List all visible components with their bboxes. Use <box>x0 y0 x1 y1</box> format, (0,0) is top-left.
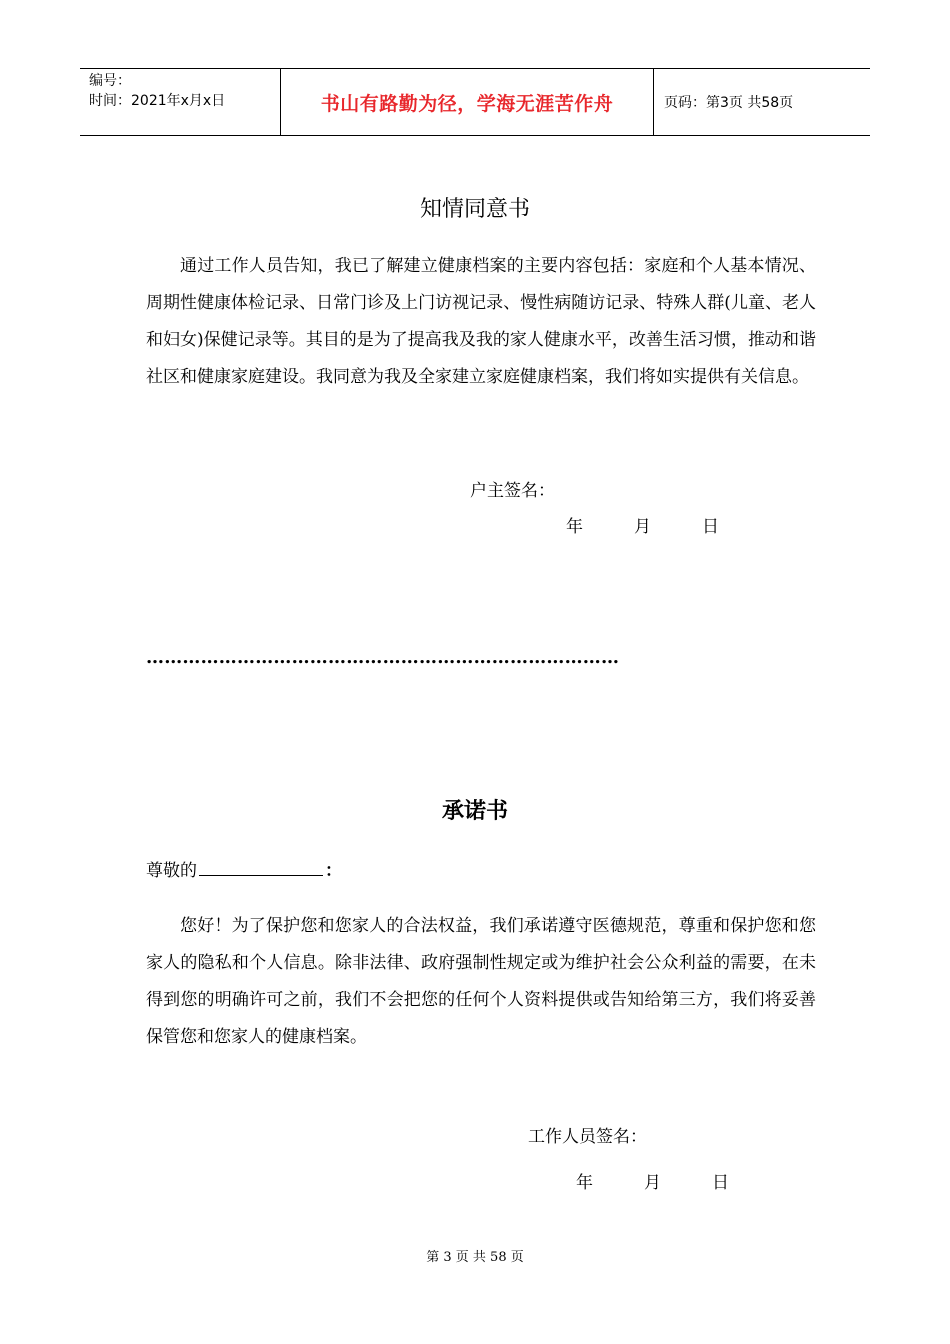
consent-date-month: 月 <box>634 517 651 537</box>
salutation-prefix: 尊敬的 <box>146 861 197 881</box>
consent-date-day: 日 <box>702 517 719 537</box>
consent-body <box>146 248 816 396</box>
header-meta <box>80 69 281 135</box>
document-header <box>80 68 870 136</box>
pledge-salutation <box>146 856 342 881</box>
staff-signature-label: 工作人员签名： <box>528 1127 647 1147</box>
pledge-body <box>146 908 816 1056</box>
pledge-date-year: 年 <box>576 1173 593 1193</box>
pledge-date-month: 月 <box>644 1173 661 1193</box>
header-time-label: 时间：2021年x月x日 <box>89 93 226 109</box>
householder-signature-label: 户主签名： <box>470 481 555 501</box>
pledge-paragraph: 您好！为了保护您和您家人的合法权益，我们承诺遵守医德规范，尊重和保护您和您家人的隐私和个人信息。除非法律、政府强制性规定或为维护社会公众利益的需要，在未得到您的明确许可之前，我们不会把您的任何个人资料提供或告知给第三方，我们将妥善保管您和您家人的健康档案。 <box>146 916 816 1047</box>
header-number-label: 编号： <box>89 73 131 89</box>
consent-date-line <box>566 512 719 537</box>
consent-paragraph: 通过工作人员告知，我已了解建立健康档案的主要内容包括：家庭和个人基本情况、周期性健康体检记录、日常门诊及上门访视记录、慢性病随访记录、特殊人群(儿童、老人和妇女)保健记录等。其目的是为了提高我及我的家人健康水平，改善生活习惯，推动和谐社区和健康家庭建设。我同意为我及全家建立家庭健康档案，我们将如实提供有关信息。 <box>146 256 816 387</box>
recipient-name-blank[interactable] <box>199 859 323 876</box>
pledge-date-line <box>576 1168 729 1193</box>
page-footer: 第 3 页 共 58 页 <box>426 1250 524 1265</box>
pledge-date-day: 日 <box>712 1173 729 1193</box>
consent-title: 知情同意书 <box>419 197 530 222</box>
dotted-separator: …………………………………………………………………… <box>146 648 620 668</box>
header-motto: 书山有路勤为径，学海无涯苦作舟 <box>320 92 614 115</box>
pledge-title: 承诺书 <box>441 798 508 824</box>
salutation-suffix: ： <box>325 861 342 881</box>
header-motto-cell <box>281 69 654 135</box>
consent-date-year: 年 <box>566 517 583 537</box>
header-page-info: 页码：第3页 共58页 <box>664 95 794 111</box>
